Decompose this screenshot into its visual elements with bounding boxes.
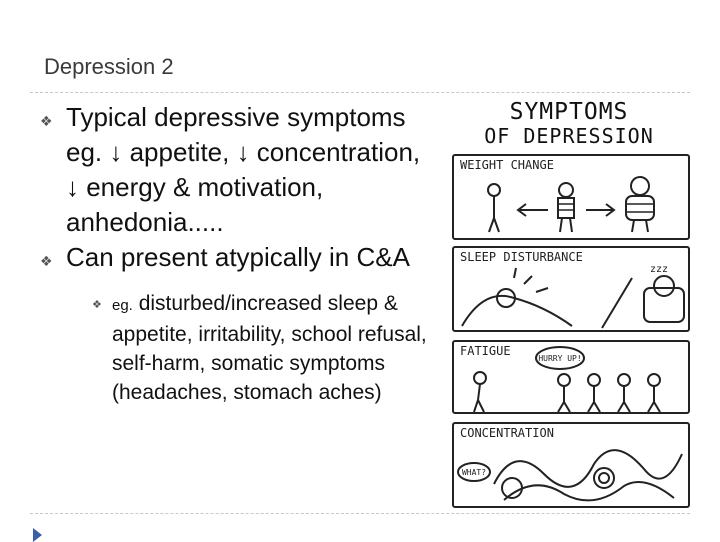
bullet-item — [40, 100, 440, 240]
symptoms-poster — [438, 100, 700, 512]
fatigue-panel — [452, 340, 690, 414]
what-bubble-text: WHAT? — [461, 468, 487, 477]
sub-bullet-item — [92, 289, 440, 407]
bullet-text-c: concentration, — [249, 137, 421, 167]
down-arrow-icon: ↓ — [109, 137, 123, 167]
sub-bullet-prefix: eg. — [112, 297, 133, 314]
bullet-text-b: appetite, — [122, 137, 237, 167]
title-divider — [30, 92, 690, 93]
slide-title: Depression 2 — [44, 54, 174, 79]
bullet-list — [40, 100, 440, 407]
down-arrow-icon: ↓ — [66, 172, 79, 202]
panel-label: FATIGUE — [460, 344, 511, 358]
down-arrow-icon: ↓ — [236, 137, 250, 167]
bullet-item — [40, 240, 440, 275]
bullet-marker-icon: ❖ — [92, 299, 102, 311]
panel-label: SLEEP DISTURBANCE — [460, 250, 583, 264]
panel-label: CONCENTRATION — [460, 426, 554, 440]
weight-change-panel — [452, 154, 690, 240]
snore-text: zzz — [650, 264, 669, 275]
bullet-text: Can present atypically in C&A — [66, 242, 410, 272]
hurry-bubble-text: HURRY UP! — [538, 354, 582, 363]
footer-divider — [30, 513, 690, 514]
panel-label: WEIGHT CHANGE — [460, 158, 554, 172]
bullet-marker-icon: ❖ — [40, 113, 53, 129]
concentration-panel — [452, 422, 690, 508]
sleep-disturbance-panel — [452, 246, 690, 332]
bullet-text-d: energy & motivation, anhedonia..... — [66, 172, 324, 237]
bullet-marker-icon: ❖ — [40, 253, 53, 269]
bullet-text-a: Typical depressive symptoms eg. — [66, 102, 406, 167]
poster-title-line1: SYMPTOMS — [509, 99, 629, 125]
sub-bullet-text: disturbed/increased sleep & appetite, irritability, school refusal, self-harm, somatic symptoms (headaches, stomach aches) — [112, 292, 427, 404]
poster-title — [438, 100, 700, 148]
poster-title-line2: OF DEPRESSION — [484, 124, 654, 148]
